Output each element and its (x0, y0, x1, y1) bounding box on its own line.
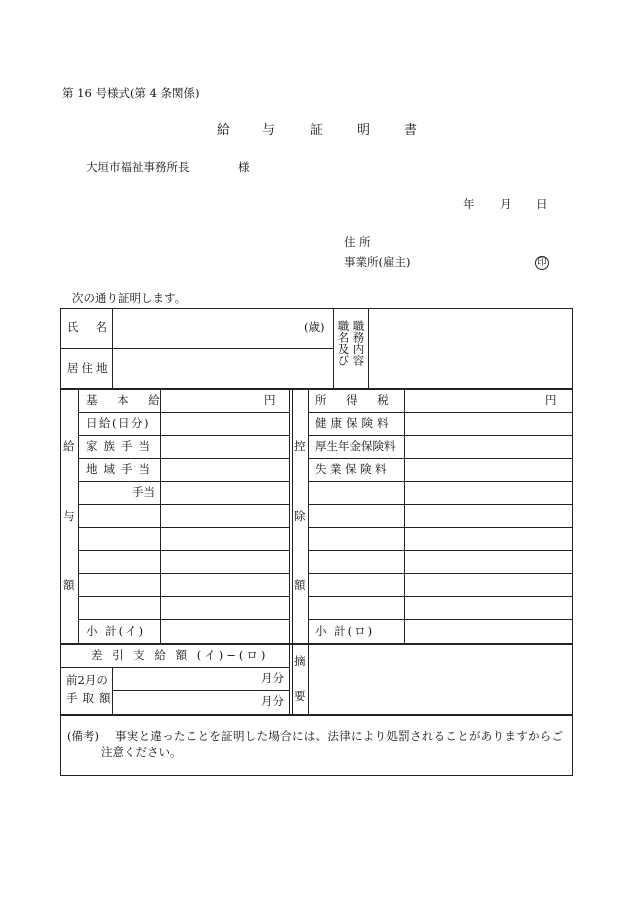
deduction-item-income-tax: 所 得 税 (315, 393, 397, 407)
remarks-vertical-label: 要 (294, 689, 306, 703)
job-label-col: 職務内容 (351, 320, 366, 366)
title-char: 書 (404, 123, 418, 138)
pay-subtotal-label: 小 計(イ) (86, 624, 146, 638)
pay-item-basic: 基 本 給 (86, 393, 168, 407)
deduction-vertical-label: 除 (294, 509, 306, 523)
pay-item-regional: 地域手当 (86, 462, 156, 476)
pay-vertical-label: 額 (63, 578, 75, 592)
address-label: 住 所 (344, 235, 371, 249)
notes-label: (備考) (67, 729, 99, 743)
title-char: 与 (262, 123, 276, 138)
job-label-col: 職名及び (336, 320, 351, 366)
prev-takehome-label-line1: 前2月の (66, 673, 108, 687)
date-month-label: 月 (500, 197, 512, 211)
month-label: 月分 (261, 694, 284, 708)
intro-text: 次の通り証明します。 (72, 291, 187, 305)
deduction-item-unemployment: 失業保険料 (315, 462, 390, 476)
honorific: 様 (238, 160, 250, 174)
title-char: 明 (357, 123, 371, 138)
prev-takehome-label-line2: 手取額 (66, 691, 116, 705)
age-unit-label: (歳) (304, 320, 325, 334)
deduction-item-health: 健康保険料 (315, 416, 393, 430)
date-day-label: 日 (536, 197, 548, 211)
notes-text-line1: 事実と違ったことを証明した場合には、法律により処罰されることがありますからご (115, 729, 564, 743)
title-char: 給 (217, 123, 231, 138)
deduction-item-pension: 厚生年金保険料 (315, 439, 396, 453)
date-year-label: 年 (463, 197, 475, 211)
residence-label: 居住地 (67, 361, 111, 375)
deduction-subtotal-label: 小 計(ロ) (315, 624, 375, 638)
form-number: 第 16 号様式(第 4 条関係) (62, 86, 200, 100)
pay-currency: 円 (264, 393, 276, 407)
deduction-currency: 円 (545, 393, 557, 407)
pay-item-allowance: 手当 (132, 485, 155, 499)
remarks-vertical-label: 摘 (294, 654, 306, 668)
pay-item-daily: 日給(日分) (86, 416, 150, 430)
name-label: 氏 名 (67, 320, 107, 334)
notes-text-line2: 注意ください。 (101, 745, 182, 759)
addressee: 大垣市福祉事務所長 (86, 160, 190, 174)
month-label: 月分 (261, 671, 284, 685)
deduction-vertical-label: 控 (294, 439, 306, 453)
pay-item-family: 家族手当 (86, 439, 156, 453)
deduction-vertical-label: 額 (294, 578, 306, 592)
net-pay-label: 差 引 支 給 額 (イ)−(ロ) (91, 648, 269, 662)
pay-vertical-label: 給 (63, 439, 75, 453)
employer-label: 事業所(雇主) (344, 255, 411, 269)
seal-mark: 印 (535, 256, 549, 270)
title-char: 証 (310, 123, 324, 138)
pay-vertical-label: 与 (63, 509, 75, 523)
